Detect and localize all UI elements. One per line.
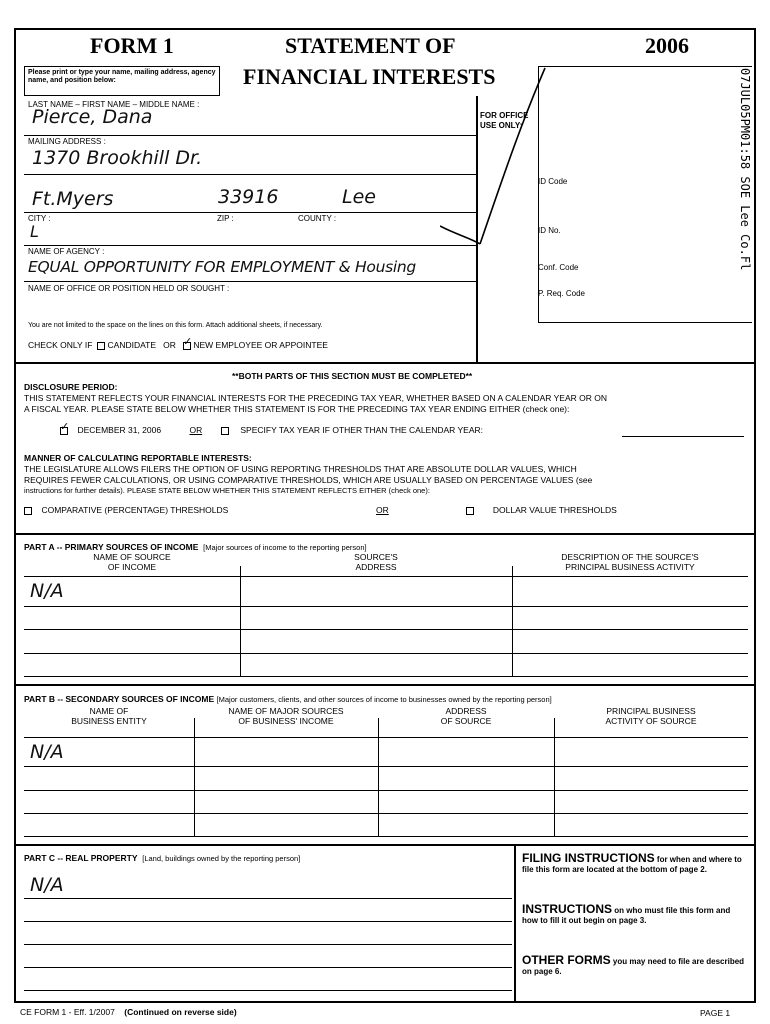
county-label: COUNTY : [298, 214, 337, 223]
space-note: You are not limited to the space on the lines on this form. Attach additional sheets, if necessary. [28, 322, 323, 329]
title-line1: STATEMENT OF [285, 33, 456, 58]
filing-instructions [522, 853, 748, 875]
mailing-value: 1370 Brookhill Dr. [32, 147, 203, 169]
manner-text-2: REQUIRES FEWER CALCULATIONS, OR USING COMPARATIVE THRESHOLDS, WHICH ARE USUALLY BASED ON PERCENTAGE VALUES (see [24, 475, 593, 485]
dollar-checkbox[interactable] [466, 507, 474, 515]
part-b-col4-line2: ACTIVITY OF SOURCE [605, 716, 697, 726]
candidate-label: CANDIDATE [107, 340, 157, 350]
filing-head: FILING INSTRUCTIONS [522, 851, 655, 865]
new-employee-checkbox[interactable]: ✓ [182, 335, 193, 348]
zip-label: ZIP : [217, 214, 234, 223]
part-b-col4-head [554, 706, 748, 726]
city-label: CITY : [28, 214, 51, 223]
part-b-header [24, 694, 552, 705]
name-value: Pierce, Dana [32, 106, 153, 128]
part-b-entry: N/A [30, 741, 64, 763]
part-a-col1-head [24, 552, 240, 572]
filing-text: for when and where to file this form are located at the bottom of page 2. [522, 855, 742, 874]
agency-label: NAME OF AGENCY : [28, 247, 105, 256]
name-label: LAST NAME – FIRST NAME – MIDDLE NAME : [28, 100, 200, 109]
part-a-subtitle: [Major sources of income to the reporting person] [203, 543, 367, 552]
part-c-header [24, 853, 300, 864]
footer-page: PAGE 1 [700, 1008, 731, 1018]
part-a-entry: N/A [30, 580, 64, 602]
dec31-label: DECEMBER 31, 2006 [77, 425, 162, 435]
threshold-choice-row [24, 505, 228, 515]
part-c-subtitle: [Land, buildings owned by the reporting person] [142, 854, 301, 863]
position-label: NAME OF OFFICE OR POSITION HELD OR SOUGHT : [28, 284, 230, 293]
p-req-code-label: P. Req. Code [538, 289, 585, 298]
handwritten-slash [440, 66, 550, 256]
period-text-2: A FISCAL YEAR. PLEASE STATE BELOW WHETHER THIS STATEMENT IS FOR THE PRECEDING TAX YEAR ENDING EITHER (check one): [24, 404, 570, 414]
part-a-title: PART A -- PRIMARY SOURCES OF INCOME [24, 542, 199, 552]
specify-line [622, 436, 744, 437]
other-forms-note [522, 955, 748, 977]
part-b-col3-line1: ADDRESS [445, 706, 487, 716]
id-no-label: ID No. [538, 226, 561, 235]
new-employee-label: NEW EMPLOYEE OR APPOINTEE [193, 340, 328, 350]
specify-label: SPECIFY TAX YEAR IF OTHER THAN THE CALENDAR YEAR: [240, 425, 484, 435]
both-parts-note: **BOTH PARTS OF THIS SECTION MUST BE COMPLETED** [232, 371, 473, 381]
part-b-col3-line2: OF SOURCE [440, 716, 492, 726]
specify-checkbox[interactable] [221, 427, 229, 435]
part-b-title: PART B -- SECONDARY SOURCES OF INCOME [24, 694, 215, 704]
part-b-subtitle: [Major customers, clients, and other sources of income to businesses owned by the reporting person] [216, 695, 552, 704]
title-line2: FINANCIAL INTERESTS [243, 64, 496, 89]
id-code-label: ID Code [538, 177, 568, 186]
period-choice-row [60, 420, 484, 435]
office-label-line2: USE ONLY: [480, 121, 523, 130]
office-stamp-box [538, 66, 752, 322]
comparative-label: COMPARATIVE (PERCENTAGE) THRESHOLDS [41, 505, 229, 515]
other-head: OTHER FORMS [522, 953, 611, 967]
part-a-col3-line1: DESCRIPTION OF THE SOURCE'S [561, 552, 699, 562]
city-value: Ft.Myers [32, 188, 114, 210]
conf-code-label: Conf. Code [538, 263, 579, 272]
part-c-entry: N/A [30, 874, 64, 896]
part-b-col2-line2: OF BUSINESS' INCOME [238, 716, 334, 726]
footer-continued: (Continued on reverse side) [124, 1007, 237, 1017]
part-b-col1-line1: NAME OF [89, 706, 129, 716]
footer-left [20, 1007, 237, 1017]
instr-text: on who must file this form and how to fill it out begin on page 3. [522, 906, 731, 925]
disclosure-period-title: DISCLOSURE PERIOD: [24, 382, 118, 392]
footer-form-id: CE FORM 1 - Eff. 1/2007 [20, 1007, 115, 1017]
l-mark: L [30, 222, 39, 241]
county-value: Lee [342, 186, 376, 208]
candidate-checkbox[interactable] [97, 342, 105, 350]
dollar-label: DOLLAR VALUE THRESHOLDS [492, 505, 617, 515]
part-b-col1-line2: BUSINESS ENTITY [71, 716, 147, 726]
part-a-col3-line2: PRINCIPAL BUSINESS ACTIVITY [565, 562, 695, 572]
part-b-col1-head [24, 706, 194, 726]
office-label-line1: FOR OFFICE [480, 111, 529, 120]
part-a-col1-line1: NAME OF SOURCE [93, 552, 171, 562]
part-b-col2-head [194, 706, 378, 726]
or-label: OR [163, 340, 176, 350]
check-only-if: CHECK ONLY IF [28, 340, 93, 350]
part-b-col3-head [378, 706, 554, 726]
zip-value: 33916 [218, 186, 279, 208]
form-year: 2006 [645, 33, 689, 58]
part-b-col4-line1: PRINCIPAL BUSINESS [606, 706, 696, 716]
part-a-col1-line2: OF INCOME [107, 562, 157, 572]
part-a-col2-line2: ADDRESS [355, 562, 397, 572]
print-instruction: Please print or type your name, mailing address, agency name, and position below: [28, 69, 216, 84]
period-text-1: THIS STATEMENT REFLECTS YOUR FINANCIAL INTERESTS FOR THE PRECEDING TAX YEAR, WHETHER BASED ON A CALENDAR YEAR OR ON [24, 393, 607, 403]
part-a-col2-line1: SOURCE'S [354, 552, 398, 562]
dollar-choice [466, 505, 617, 515]
part-a-col2-head [240, 552, 512, 572]
other-text: you may need to file are described on page 6. [522, 957, 745, 976]
period-or: OR [189, 425, 203, 435]
instructions-note [522, 904, 748, 926]
agency-value: EQUAL OPPORTUNITY FOR EMPLOYMENT & Housing [28, 258, 416, 276]
dec31-checkbox[interactable]: ✓ [60, 420, 70, 433]
part-b-col2-line1: NAME OF MAJOR SOURCES [228, 706, 344, 716]
mailing-label: MAILING ADDRESS : [28, 137, 106, 146]
check-only-row [28, 335, 328, 350]
manner-text-1: THE LEGISLATURE ALLOWS FILERS THE OPTION OF USING REPORTING THRESHOLDS THAT ARE ABSOLUTE DOLLAR VALUES, WHICH [24, 464, 577, 474]
comparative-checkbox[interactable] [24, 507, 32, 515]
manner-text-3: instructions for further details). PLEASE STATE BELOW WHETHER THIS STATEMENT REFLECTS EITHER (check one): [24, 486, 430, 495]
manner-title: MANNER OF CALCULATING REPORTABLE INTERESTS: [24, 453, 252, 463]
print-instruction-box [24, 66, 220, 96]
part-c-title: PART C -- REAL PROPERTY [24, 853, 138, 863]
part-a-col3-head [512, 552, 748, 572]
instr-head: INSTRUCTIONS [522, 902, 612, 916]
form-name: FORM 1 [90, 33, 174, 58]
threshold-or: OR [376, 505, 389, 515]
